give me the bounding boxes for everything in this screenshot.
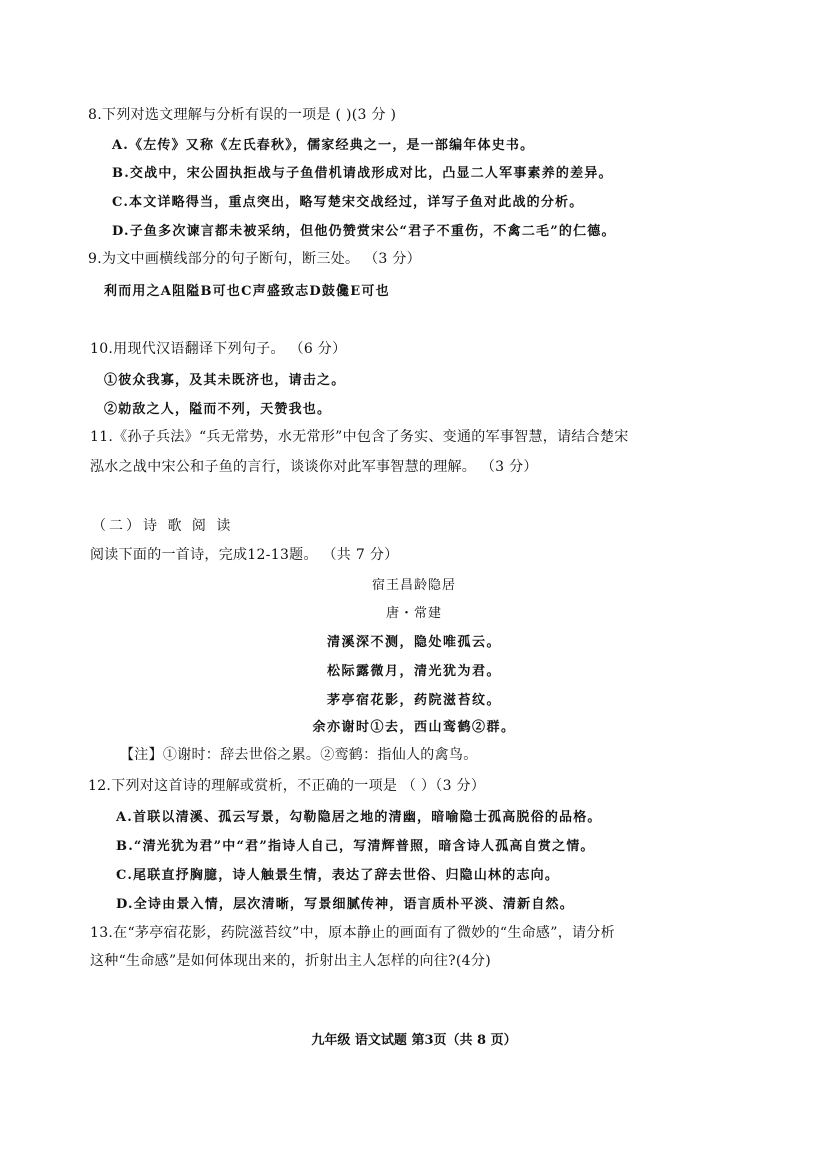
- poem-line-1: 清溪深不测，隐处唯孤云。: [326, 635, 501, 650]
- q8-option-d: D.子鱼多次谏言都未被采纳，但他仍赞赏宋公“君子不重伤，不禽二毛”的仁德。: [112, 224, 616, 239]
- q10-item-2: ②勍敌之人，隘而不列，天赞我也。: [104, 402, 332, 417]
- q12-option-d: D.全诗由景入情，层次清晰，写景细腻传神，语言质朴平淡、清新自然。: [116, 897, 574, 912]
- poem-note: 【注】①谢时：辞去世俗之累。②鸾鹤：指仙人的禽鸟。: [120, 747, 478, 763]
- q10-stem: 10.用现代汉语翻译下列句子。 （6 分）: [90, 341, 347, 357]
- q12-stem: 12.下列对这首诗的理解或赏析，不正确的一项是 （ ）（3 分）: [88, 778, 486, 794]
- q9-stem: 9.为文中画横线部分的句子断句，断三处。 （3 分）: [88, 251, 421, 267]
- q11-line-2: 泓水之战中宋公和子鱼的言行，谈谈你对此军事智慧的理解。 （3 分）: [90, 459, 538, 475]
- q9-sentence: 利而用之A阻隘B可也C声盛致志D鼓儳E可也: [104, 284, 390, 299]
- section-intro: 阅读下面的一首诗，完成12-13题。 （共 7 分）: [90, 547, 399, 563]
- poem-title: 宿王昌龄隐居: [371, 578, 456, 593]
- q11-line-1: 11.《孙子兵法》“兵无常势，水无常形”中包含了务实、变通的军事智慧，请结合楚宋: [90, 429, 629, 445]
- q13-line-2: 这种“生命感”是如何体现出来的，折射出主人怎样的向往?(4分): [90, 953, 491, 969]
- q8-option-c: C.本文详略得当，重点突出，略写楚宋交战经过，详写子鱼对此战的分析。: [112, 195, 584, 210]
- section-title: （二）诗 歌 阅 读: [92, 518, 234, 534]
- q8-stem: 8.下列对选文理解与分析有误的一项是 ( )(3 分 ): [88, 107, 397, 123]
- q12-option-b: B.“清光犹为君”中“君”指诗人自己，写清辉普照，暗含诗人孤高自赏之情。: [116, 839, 595, 854]
- poem-line-3: 茅亭宿花影，药院滋苔纹。: [326, 693, 501, 708]
- poem-line-4: 余亦谢时①去，西山鸾鹤②群。: [312, 720, 516, 735]
- page-footer: 九年级 语文试题 第3页（共 8 页）: [311, 1033, 517, 1048]
- q12-option-c: C.尾联直抒胸臆，诗人触景生情，表达了辞去世俗、归隐山林的志向。: [116, 868, 560, 883]
- q10-item-1: ①彼众我寡，及其未既济也，请击之。: [104, 373, 346, 388]
- poem-author: 唐・常建: [385, 606, 442, 621]
- q13-line-1: 13.在“茅亭宿花影，药院滋苔纹”中，原本静止的画面有了微妙的“生命感”，请分析: [90, 925, 615, 941]
- q8-option-a: A.《左传》又称《左氏春秋》，儒家经典之一，是一部编年体史书。: [112, 138, 535, 153]
- q12-option-a: A.首联以清溪、孤云写景，勾勒隐居之地的清幽，暗喻隐士孤高脱俗的品格。: [116, 810, 602, 825]
- q8-option-b: B.交战中，宋公固执拒战与子鱼借机请战形成对比，凸显二人军事素养的差异。: [112, 166, 613, 181]
- poem-line-2: 松际露微月，清光犹为君。: [326, 664, 501, 679]
